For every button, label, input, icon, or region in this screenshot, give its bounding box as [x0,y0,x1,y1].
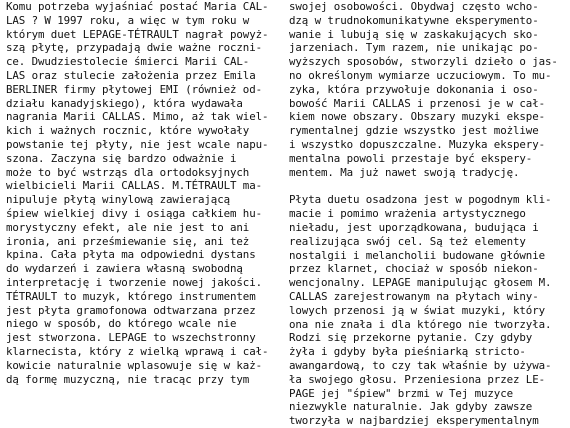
text-line: zyka, która przywołuje dokonania i oso- [289,82,539,96]
text-line: kpina. Cała płyta ma odpowiedni dystans [6,248,256,262]
text-line: ła swojego głosu. Przeniesiona przez LE- [289,372,546,386]
text-line: lowych przenosi ją w świat muzyki, który [289,303,546,317]
text-line: BERLINER firmy płytowej EMI (również od- [6,82,263,96]
text-line: kowicie naturalnie wplasowuje się w każ- [6,358,263,372]
text-line: CALLAS zarejestrowanym na płytach winy- [289,289,539,303]
text-line: mentem. Ma już nawet swoją tradycję. [289,165,520,179]
text-line: Komu potrzeba wyjaśniać postać Maria CAL- [6,0,269,13]
text-line: macie i pomimo wrażenia artystycznego [289,207,526,221]
text-line: niego w sposób, do którego wcale nie [6,317,237,331]
text-line: przez klarnet, chociaż w sposób niekon- [289,262,539,276]
text-line: nipuluje płytą winylową zawierającą [6,193,231,207]
text-line: LAS oraz stulecie założenia przez Emila [6,68,256,82]
text-line: interpretację i tworzenie nowej jakości. [6,275,263,289]
text-line: może to być wstrząs dla ortodoksyjnych [6,165,250,179]
text-line: niezwykle naturalnie. Jak gdyby zawsze [289,400,533,414]
text-line: śpiew wielkiej divy i osiąga całkiem hu- [6,206,263,220]
text-line: awangardową, to czy tak właśnie by używa- [289,358,552,372]
paragraph-1 [289,0,563,179]
text-line: jest stworzona. LEPAGE to wszechstronny [6,331,256,345]
text-line: Rodzi się przekorne pytanie. Czy gdyby [289,331,533,345]
text-line: wencjonalny. LEPAGE manipulując głosem M. [289,276,552,290]
text-line: TÉTRAULT to muzyk, którego instrumentem [6,289,256,303]
text-line: realizująca swój cel. Są też elementy [289,234,526,248]
text-line: bowość Marii CALLAS i przenosi je w cał- [289,96,546,110]
text-line: szą płytę, przypadają dwie ważne roczni- [6,41,263,55]
text-line: klarnecista, który z wielką wprawą i cał- [6,344,269,358]
text-line: do wydarzeń i zawiera własną swobodną [6,262,243,276]
left-column [6,0,278,386]
text-line: wielbicieli Marii CALLAS. M.TÉTRAULT ma- [6,179,263,193]
text-line: ona nie znała i dla którego nie tworzyła. [289,317,552,331]
text-line: wanie i lubują się w zaskakujących sko- [289,27,539,41]
text-line: kiem nowe obszary. Obszary muzyki ekspe- [289,110,546,124]
text-line: no określonym wymiarze uczuciowym. To mu- [289,68,552,82]
text-line: ce. Dwudziestolecie śmierci Marii CAL- [6,55,250,69]
text-line: działu kanadyjskiego), która wydawała [6,96,243,110]
text-line: szona. Zaczyna się bardzo odważnie i [6,151,237,165]
text-line: mentalna powoli przestaje być ekspery- [289,151,533,165]
text-line: rymentalnej gdzie wszystko jest możliwe [289,124,539,138]
text-line: dą formę muzyczną, nie tracąc przy tym [6,372,250,386]
text-line: dzą w trudnokomunikatywne eksperymento- [289,13,539,27]
text-line: żyła i gdyby była pieśniarką stricto- [289,345,526,359]
paragraph-2 [289,193,563,428]
text-line: i wszystko dopuszczalne. Muzyka ekspery- [289,137,546,151]
text-line: jarzeniach. Tym razem, nie unikając po- [289,41,539,55]
text-line: powstanie tej płyty, nie jest wcale napu- [6,137,269,151]
right-column [289,0,563,428]
paragraph-gap [289,179,563,193]
text-line: kich i ważnych rocznic, które wywołały [6,124,250,138]
text-line: LAS ? W 1997 roku, a więc w tym roku w [6,13,250,27]
text-line: ironia, ani prześmiewanie się, ani też [6,234,250,248]
text-line: nieładu, jest uporządkowana, budująca i [289,220,539,234]
text-line: morystyczny efekt, ale nie jest to ani [6,220,250,234]
text-line: jest płyta gramofonowa odtwarzana przez [6,303,256,317]
text-line: tworzyła w najbardziej eksperymentalnym [289,414,539,428]
text-line: wyższych sposobów, stworzyli dzieło o jas- [289,55,558,69]
text-line: Płyta duetu osadzona jest w pogodnym kli- [289,193,552,207]
text-line: nostalgii i melancholii budowane głównie [289,248,546,262]
text-line: nagrania Marii CALLAS. Mimo, aż tak wiel- [6,110,269,124]
text-line: którym duet LEPAGE-TÉTRAULT nagrał powyż- [6,27,269,41]
text-line: PAGE jej "śpiew" brzmi w Tej muzyce [289,386,514,400]
text-line: swojej osobowości. Obydwaj często wcho- [289,0,539,13]
column-gutter [281,0,285,425]
